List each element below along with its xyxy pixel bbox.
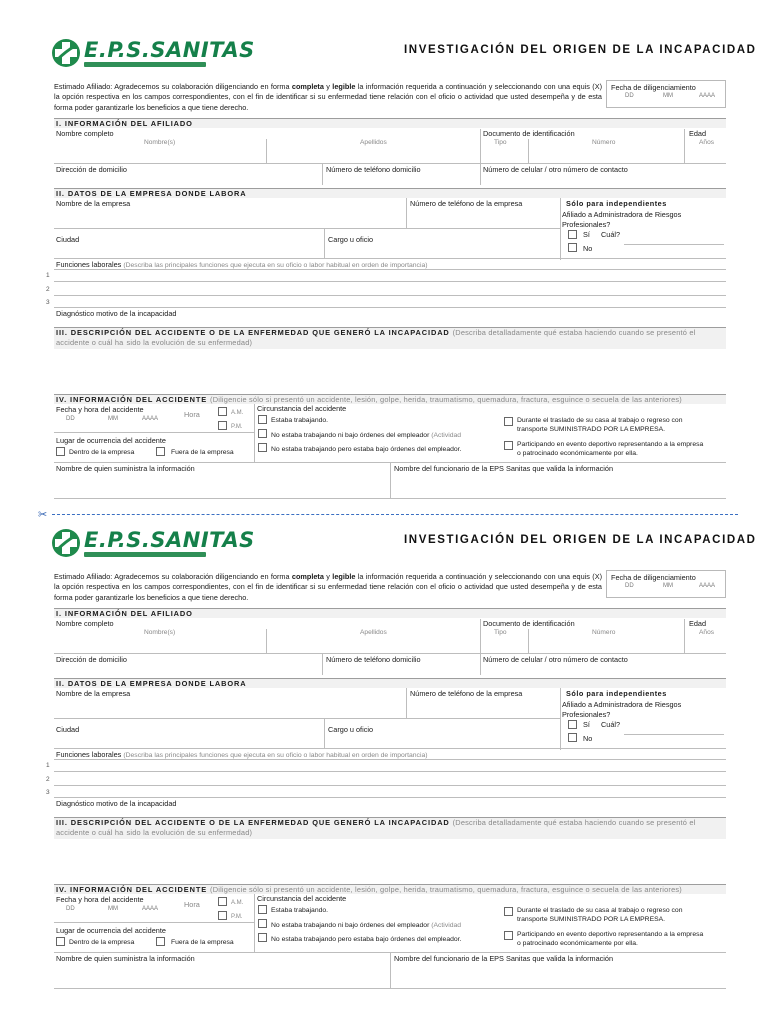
scissors-icon: ✂ — [38, 509, 48, 521]
id-type-sublabel: Tipo — [494, 139, 507, 146]
hour-label: Hora — [184, 410, 200, 419]
sports-label-2: o patrocinado económicamente por ella. — [517, 450, 638, 457]
form-title: INVESTIGACIÓN DEL ORIGEN DE LA INCAPACIDAD — [404, 44, 757, 56]
date-mm: MM — [663, 583, 673, 589]
company-phone-label: Número de teléfono de la empresa — [410, 199, 523, 208]
incapacity-form-bottom — [0, 518, 770, 1018]
am-checkbox[interactable] — [218, 407, 227, 416]
names-sublabel: Nombre(s) — [144, 629, 176, 636]
working-label: Estaba trabajando. — [271, 907, 329, 914]
arl-question-line2: Profesionales? — [562, 710, 611, 719]
arl-no-checkbox[interactable] — [568, 243, 577, 252]
function-row-2-number: 2 — [46, 286, 50, 293]
full-name-label: Nombre completo — [56, 619, 114, 628]
sports-event-checkbox[interactable] — [504, 441, 513, 450]
under-orders-label: No estaba trabajando pero estaba bajo órdenes del empleador. — [271, 446, 462, 453]
date-aaaa: AAAA — [699, 583, 716, 589]
company-name-label: Nombre de la empresa — [56, 199, 131, 208]
function-row-3-number: 3 — [46, 789, 50, 796]
incapacity-form-top — [0, 28, 770, 528]
functions-label: Funciones laborales (Describa las principales funciones que ejecuta en su oficio o labor habitual en orden de importancia) — [56, 750, 428, 759]
company-name-label: Nombre de la empresa — [56, 689, 131, 698]
pm-label: P.M. — [231, 914, 243, 920]
sports-label-2: o patrocinado económicamente por ella. — [517, 940, 638, 947]
inside-company-label: Dentro de la empresa — [69, 939, 135, 946]
function-row-2[interactable] — [54, 785, 726, 786]
pm-checkbox[interactable] — [218, 911, 227, 920]
function-row-3-number: 3 — [46, 299, 50, 306]
home-phone-label: Número de teléfono domicilio — [326, 655, 421, 664]
id-document-label: Documento de identificación — [483, 129, 575, 138]
pm-checkbox[interactable] — [218, 421, 227, 430]
id-document-label: Documento de identificación — [483, 619, 575, 628]
arl-which-label: Cuál? — [601, 230, 621, 239]
surnames-sublabel: Apellidos — [360, 629, 387, 636]
company-phone-label: Número de teléfono de la empresa — [410, 689, 523, 698]
names-sublabel: Nombre(s) — [144, 139, 176, 146]
sanitas-logo-text: E.P.S.SANITAS — [84, 528, 255, 552]
commute-checkbox[interactable] — [504, 417, 513, 426]
accident-datetime-label: Fecha y hora del accidente — [56, 405, 144, 414]
arl-which-label: Cuál? — [601, 720, 621, 729]
arl-yes-checkbox[interactable] — [568, 720, 577, 729]
pm-label: P.M. — [231, 424, 243, 430]
independents-label: Sólo para independientes — [566, 199, 667, 208]
address-label: Dirección de domicilio — [56, 655, 127, 664]
arl-yes-label: Sí — [583, 230, 590, 239]
arl-question-line1: Afiliado a Administradora de Riesgos — [562, 700, 682, 709]
sports-event-checkbox[interactable] — [504, 931, 513, 940]
function-row-1-number: 1 — [46, 272, 50, 279]
years-sublabel: Años — [699, 139, 715, 146]
not-working-label: No estaba trabajando ni bajo órdenes del empleador (Actividad — [271, 922, 462, 929]
commute-label-2: transporte SUMINISTRADO POR LA EMPRESA. — [517, 426, 666, 433]
am-label: A.M. — [231, 900, 244, 906]
working-label: Estaba trabajando. — [271, 417, 329, 424]
sanitas-logo-cross-icon — [51, 38, 81, 68]
cellphone-label: Número de celular / otro número de contacto — [483, 165, 628, 174]
logo-tagline-bar — [84, 552, 206, 557]
inside-company-checkbox[interactable] — [56, 937, 65, 946]
section-3-header: III. DESCRIPCIÓN DEL ACCIDENTE O DE LA ENFERMEDAD QUE GENERÓ LA INCAPACIDAD (Describa detalladamente qué estaba haciendo cuando se presentó el accidente o cuál ha sido la evolución de su enfermedad) — [54, 327, 726, 349]
outside-company-label: Fuera de la empresa — [171, 449, 234, 456]
sports-label-1: Participando en evento deportivo representando a la empresa — [517, 441, 704, 448]
accident-aaaa: AAAA — [142, 416, 159, 422]
city-label: Ciudad — [56, 725, 80, 734]
accident-datetime-label: Fecha y hora del accidente — [56, 895, 144, 904]
section-2-header: II. DATOS DE LA EMPRESA DONDE LABORA — [54, 678, 726, 688]
arl-question-line1: Afiliado a Administradora de Riesgos — [562, 210, 682, 219]
age-label: Edad — [689, 129, 707, 138]
fill-date-field[interactable] — [606, 80, 726, 108]
arl-question-line2: Profesionales? — [562, 220, 611, 229]
not-working-checkbox[interactable] — [258, 919, 267, 928]
diagnosis-label: Diagnóstico motivo de la incapacidad — [56, 799, 177, 808]
accident-mm: MM — [108, 906, 118, 912]
city-label: Ciudad — [56, 235, 80, 244]
section-1-header: I. INFORMACIÓN DEL AFILIADO — [54, 608, 726, 618]
commute-label-1: Durante el traslado de su casa al trabajo o regreso con — [517, 907, 683, 914]
age-label: Edad — [689, 619, 707, 628]
function-row-3[interactable] — [54, 797, 726, 798]
accident-place-label: Lugar de ocurrencia del accidente — [56, 436, 166, 445]
arl-which-field[interactable] — [624, 734, 724, 735]
function-row-2[interactable] — [54, 295, 726, 296]
arl-yes-label: Sí — [583, 720, 590, 729]
informant-name-label: Nombre de quien suministra la información — [56, 954, 195, 963]
working-checkbox[interactable] — [258, 415, 267, 424]
function-row-1[interactable] — [54, 281, 726, 282]
validator-name-label: Nombre del funcionario de la EPS Sanitas que valida la información — [394, 954, 614, 963]
id-type-sublabel: Tipo — [494, 629, 507, 636]
address-label: Dirección de domicilio — [56, 165, 127, 174]
inside-company-label: Dentro de la empresa — [69, 449, 135, 456]
fill-date-label: Fecha de diligenciamiento — [611, 573, 696, 582]
accident-dd: DD — [66, 416, 75, 422]
commute-label-1: Durante el traslado de su casa al trabajo o regreso con — [517, 417, 683, 424]
home-phone-label: Número de teléfono domicilio — [326, 165, 421, 174]
under-orders-checkbox[interactable] — [258, 443, 267, 452]
under-orders-label: No estaba trabajando pero estaba bajo órdenes del empleador. — [271, 936, 462, 943]
functions-label: Funciones laborales (Describa las principales funciones que ejecuta en su oficio o labor habitual en orden de importancia) — [56, 260, 428, 269]
section-2-header: II. DATOS DE LA EMPRESA DONDE LABORA — [54, 188, 726, 198]
arl-no-checkbox[interactable] — [568, 733, 577, 742]
am-checkbox[interactable] — [218, 897, 227, 906]
cellphone-label: Número de celular / otro número de contacto — [483, 655, 628, 664]
position-label: Cargo u oficio — [328, 725, 374, 734]
full-name-label: Nombre completo — [56, 129, 114, 138]
logo-tagline-bar — [84, 62, 206, 67]
inside-company-checkbox[interactable] — [56, 447, 65, 456]
arl-yes-checkbox[interactable] — [568, 230, 577, 239]
function-row-1[interactable] — [54, 771, 726, 772]
fill-date-label: Fecha de diligenciamiento — [611, 83, 696, 92]
intro-paragraph: Estimado Afiliado: Agradecemos su colaboración diligenciando en forma completa y legible la información requerida a continuación y seleccionando con una equis (X) la opción respectiva en los campos correspondientes, con el fin de identificar si su enfermedad tiene relación con el oficio o actividad que usted desempeña y de esta forma poder garantizarle los beneficios a que tiene derecho. — [54, 572, 602, 602]
section-4-header: IV. INFORMACIÓN DEL ACCIDENTE (Diligencie sólo si presentó un accidente, lesión, golpe, herida, traumatismo, quemadura, fractura, esguince o secuela de las anteriores) — [54, 884, 726, 894]
id-number-sublabel: Número — [592, 629, 616, 636]
date-dd: DD — [625, 583, 634, 589]
accident-aaaa: AAAA — [142, 906, 159, 912]
accident-mm: MM — [108, 416, 118, 422]
hour-label: Hora — [184, 900, 200, 909]
informant-name-label: Nombre de quien suministra la información — [56, 464, 195, 473]
years-sublabel: Años — [699, 629, 715, 636]
arl-which-field[interactable] — [624, 244, 724, 245]
circumstance-label: Circunstancia del accidente — [257, 404, 347, 413]
arl-no-label: No — [583, 244, 593, 253]
id-number-sublabel: Número — [592, 139, 616, 146]
not-working-checkbox[interactable] — [258, 429, 267, 438]
diagnosis-label: Diagnóstico motivo de la incapacidad — [56, 309, 177, 318]
surnames-sublabel: Apellidos — [360, 139, 387, 146]
outside-company-checkbox[interactable] — [156, 447, 165, 456]
fill-date-field[interactable] — [606, 570, 726, 598]
independents-label: Sólo para independientes — [566, 689, 667, 698]
date-mm: MM — [663, 93, 673, 99]
accident-place-label: Lugar de ocurrencia del accidente — [56, 926, 166, 935]
commute-checkbox[interactable] — [504, 907, 513, 916]
form-title: INVESTIGACIÓN DEL ORIGEN DE LA INCAPACIDAD — [404, 534, 757, 546]
sports-label-1: Participando en evento deportivo representando a la empresa — [517, 931, 704, 938]
outside-company-checkbox[interactable] — [156, 937, 165, 946]
validator-name-label: Nombre del funcionario de la EPS Sanitas que valida la información — [394, 464, 614, 473]
arl-no-label: No — [583, 734, 593, 743]
accident-dd: DD — [66, 906, 75, 912]
sanitas-logo-cross-icon — [51, 528, 81, 558]
am-label: A.M. — [231, 410, 244, 416]
date-dd: DD — [625, 93, 634, 99]
function-row-2-number: 2 — [46, 776, 50, 783]
commute-label-2: transporte SUMINISTRADO POR LA EMPRESA. — [517, 916, 666, 923]
intro-paragraph: Estimado Afiliado: Agradecemos su colaboración diligenciando en forma completa y legible la información requerida a continuación y seleccionando con una equis (X) la opción respectiva en los campos correspondientes, con el fin de identificar si su enfermedad tiene relación con el oficio o actividad que usted desempeña y de esta forma poder garantizarle los beneficios a que tiene derecho. — [54, 82, 602, 112]
section-4-header: IV. INFORMACIÓN DEL ACCIDENTE (Diligencie sólo si presentó un accidente, lesión, golpe, herida, traumatismo, quemadura, fractura, esguince o secuela de las anteriores) — [54, 394, 726, 404]
function-row-3[interactable] — [54, 307, 726, 308]
not-working-label: No estaba trabajando ni bajo órdenes del empleador (Actividad — [271, 432, 462, 439]
section-1-header: I. INFORMACIÓN DEL AFILIADO — [54, 118, 726, 128]
sanitas-logo-text: E.P.S.SANITAS — [84, 38, 255, 62]
section-3-header: III. DESCRIPCIÓN DEL ACCIDENTE O DE LA ENFERMEDAD QUE GENERÓ LA INCAPACIDAD (Describa detalladamente qué estaba haciendo cuando se presentó el accidente o cuál ha sido la evolución de su enfermedad) — [54, 817, 726, 839]
outside-company-label: Fuera de la empresa — [171, 939, 234, 946]
position-label: Cargo u oficio — [328, 235, 374, 244]
working-checkbox[interactable] — [258, 905, 267, 914]
under-orders-checkbox[interactable] — [258, 933, 267, 942]
circumstance-label: Circunstancia del accidente — [257, 894, 347, 903]
function-row-1-number: 1 — [46, 762, 50, 769]
date-aaaa: AAAA — [699, 93, 716, 99]
